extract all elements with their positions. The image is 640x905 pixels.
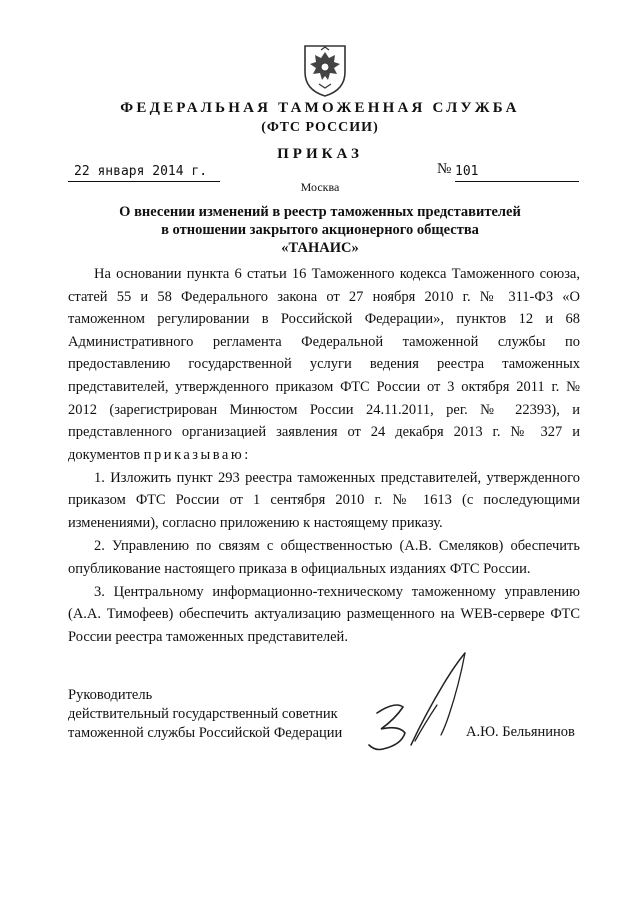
subject-line-1: О внесении изменений в реестр таможенных представителей (119, 204, 521, 220)
city: Москва (300, 180, 340, 194)
order-item-1: 1. Изложить пункт 293 реестра таможенных представителей, утвержденного приказом ФТС России от 1 сентября 2010 г. № 1613 (с последующими изменениями), согласно приложению к настоящему приказу. (68, 469, 580, 532)
signatory-title-line-2: действительный государственный советник (68, 706, 338, 722)
preamble-paragraph (68, 263, 580, 466)
order-number: 101 (455, 163, 579, 182)
signatory-title (68, 686, 342, 743)
document-type: ПРИКАЗ (277, 146, 363, 162)
agency-short-name: (ФТС РОССИИ) (261, 120, 379, 135)
subject-line-3: «ТАНАИС» (281, 240, 359, 256)
order-body (68, 263, 580, 649)
signatory-title-line-3: таможенной службы Российской Федерации (68, 725, 343, 741)
signatory-title-line-1: Руководитель (68, 687, 153, 703)
handwritten-signature-icon (355, 645, 485, 760)
order-item-2: 2. Управлению по связям с общественностью (А.В. Смеляков) обеспечить опубликование настоящего приказа в официальных изданиях ФТС России. (68, 538, 580, 577)
order-date: 22 января 2014 г. (68, 163, 220, 182)
subject-line-2: в отношении закрытого акционерного общества (161, 222, 479, 238)
order-subject (0, 203, 640, 257)
signatory-name: А.Ю. Бельянинов (466, 724, 575, 740)
coat-of-arms-icon (301, 42, 349, 98)
agency-name: ФЕДЕРАЛЬНАЯ ТАМОЖЕННАЯ СЛУЖБА (120, 100, 520, 116)
order-number-label: № (437, 161, 453, 177)
preamble-text: На основании пункта 6 статьи 16 Таможенного кодекса Таможенного союза, статей 55 и 58 Федерального закона от 27 ноября 2010 г. № 311-ФЗ «О таможенном регулировании в Российской Федерации», пунктов 12 и 68 Административного регламента Федеральной таможенной службы по предоставлению государственной услуги ведения реестра таможенных представителей, утвержденного приказом ФТС России от 3 октября 2011 г. № 2012 (зарегистрирован Минюстом России 24.11.2011, рег. № 22393), и представленного организацией заявления от 24 декабря 2013 г. № 327 и документов (68, 266, 580, 463)
order-item-3: 3. Центральному информационно-техническому таможенному управлению (А.А. Тимофеев) обеспечить актуализацию размещенного на WEB-сервере ФТС России реестра таможенных представителей. (68, 583, 580, 645)
order-word: приказываю: (143, 446, 251, 463)
